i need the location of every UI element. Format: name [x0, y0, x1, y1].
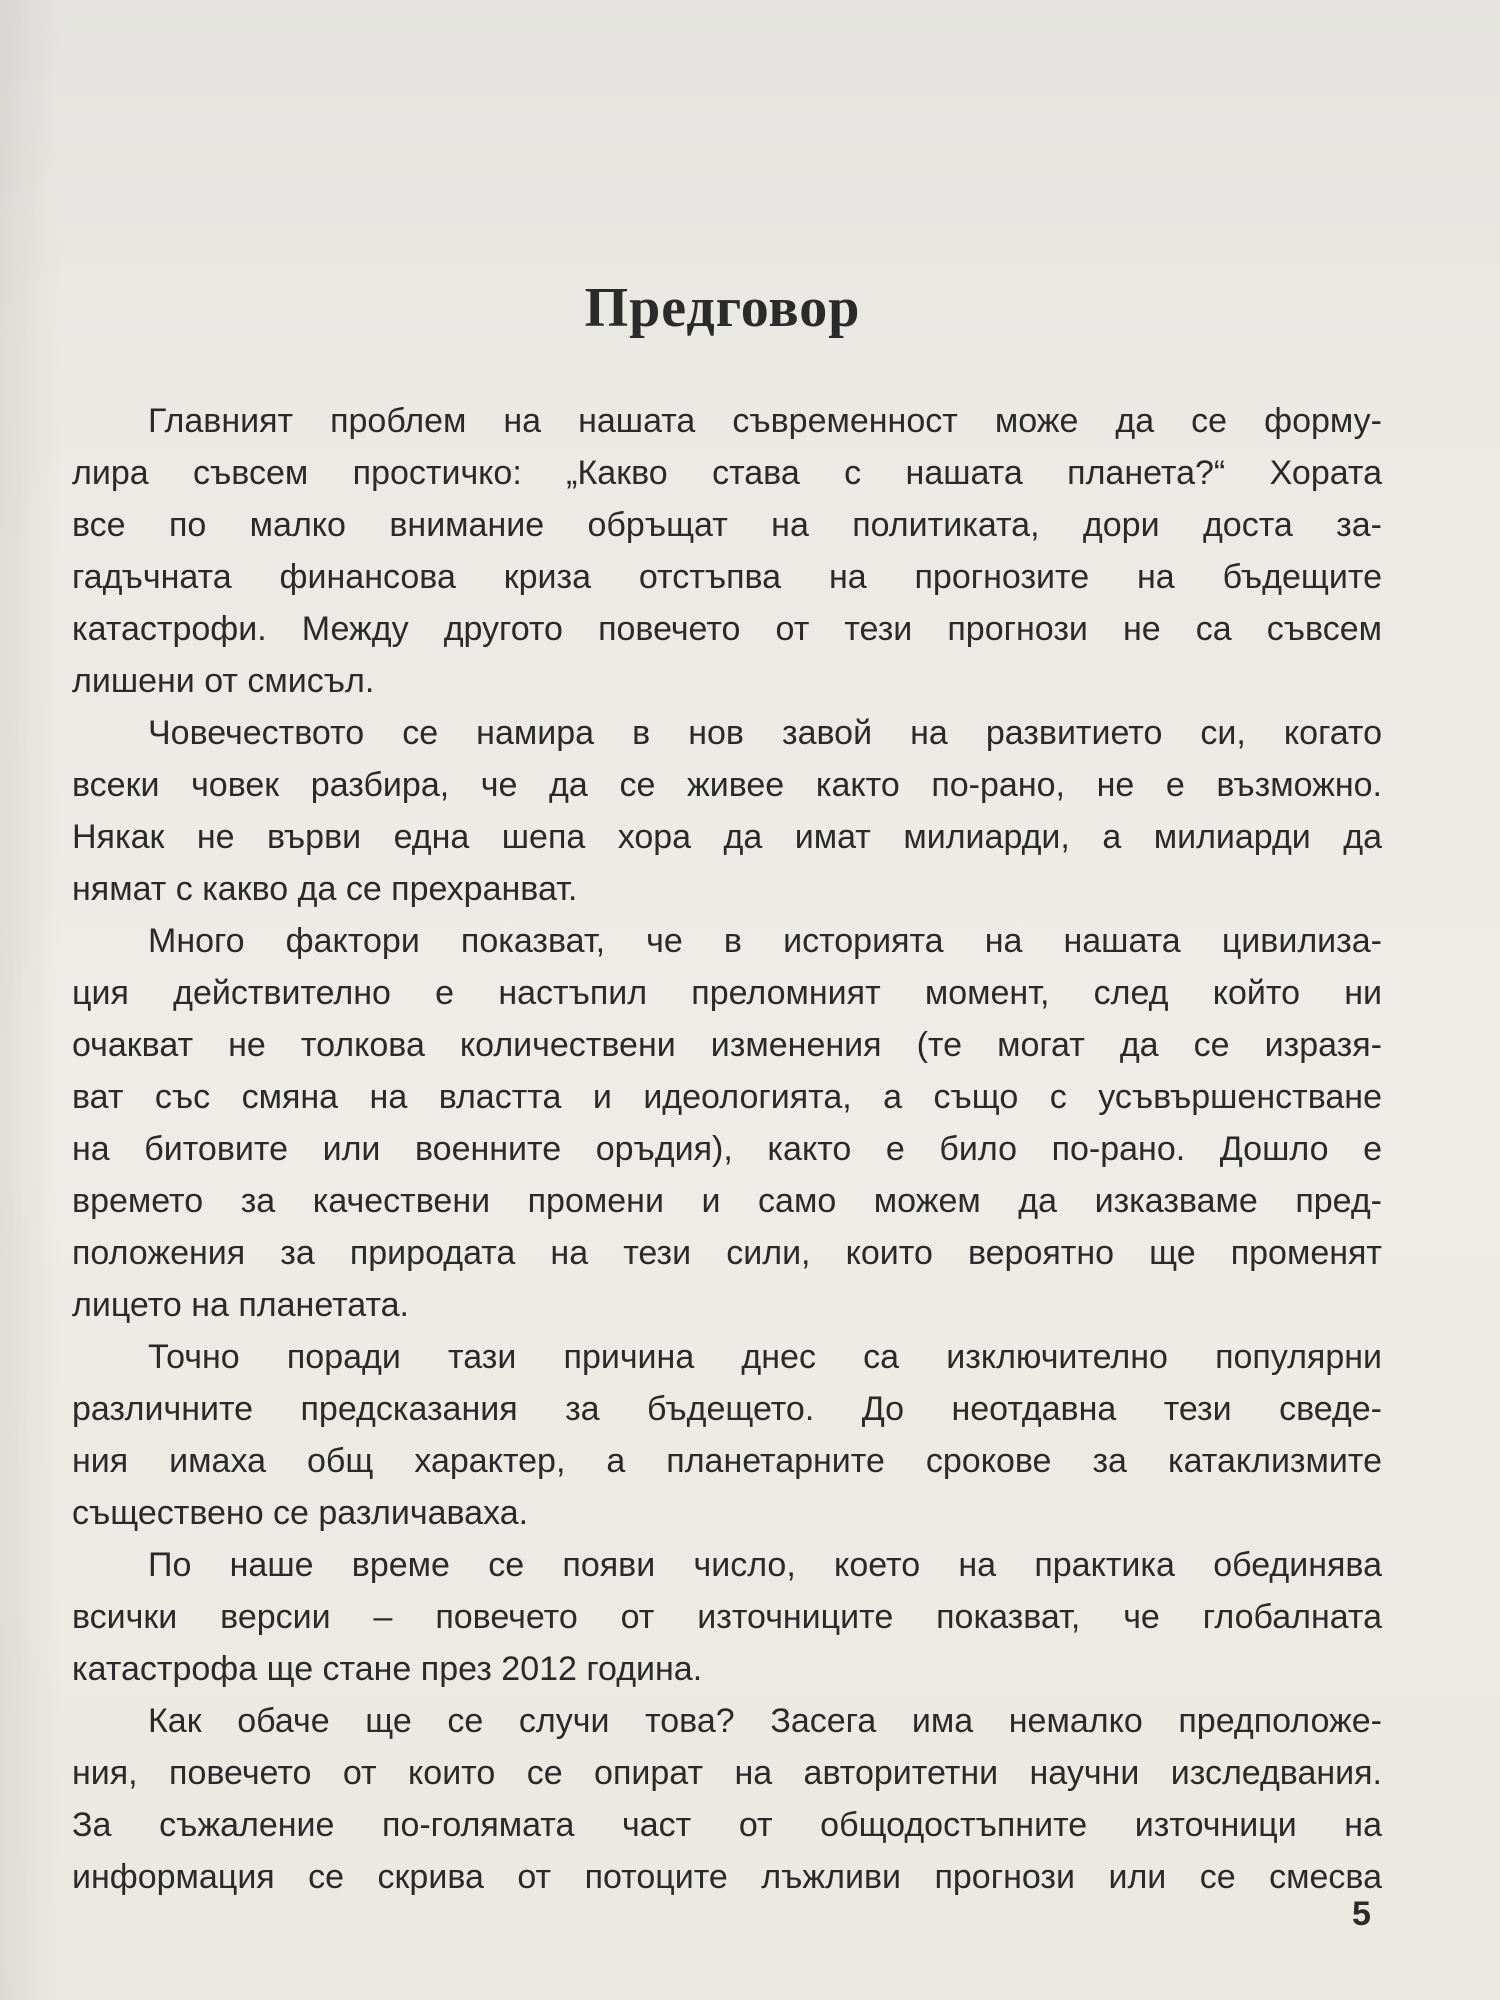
text-line: все по малко внимание обръщат на политиката, дори доста за-	[72, 506, 1382, 544]
text-line: ват със смяна на властта и идеологията, а също с усъвършенстване	[72, 1078, 1382, 1116]
page-number: 5	[1352, 1895, 1371, 1933]
text-line: лицето на планетата.	[72, 1286, 409, 1324]
text-line: Как обаче ще се случи това? Засега има немалко предположе-	[148, 1702, 1382, 1740]
text-line: всеки човек разбира, че да се живее както по-рано, не е възможно.	[72, 766, 1382, 804]
text-line: ция действително е настъпил преломният момент, след който ни	[72, 974, 1382, 1012]
text-line: нямат с какво да се прехранват.	[72, 870, 578, 908]
text-line: ния имаха общ характер, а планетарните срокове за катаклизмите	[72, 1442, 1382, 1480]
text-line: По наше време се появи число, което на практика обединява	[148, 1546, 1382, 1584]
text-line: гадъчната финансова криза отстъпва на прогнозите на бъдещите	[72, 558, 1382, 596]
text-line: ния, повечето от които се опират на авторитетни научни изследвания.	[72, 1754, 1382, 1792]
text-line: информация се скрива от потоците лъжливи прогнози или се смесва	[72, 1858, 1382, 1896]
text-line: лишени от смисъл.	[72, 662, 375, 700]
text-line: положения за природата на тези сили, които вероятно ще променят	[72, 1234, 1382, 1272]
text-line: Точно поради тази причина днес са изключително популярни	[148, 1338, 1382, 1376]
text-line: катастрофа ще стане през 2012 година.	[72, 1650, 703, 1688]
text-line: времето за качествени промени и само можем да изказваме пред-	[72, 1182, 1382, 1220]
text-line: очакват не толкова количествени изменения (те могат да се изразя-	[72, 1026, 1382, 1064]
text-line: всички версии – повечето от източниците показват, че глобалната	[72, 1598, 1382, 1636]
text-line: лира съвсем простичко: „Какво става с нашата планета?“ Хората	[72, 454, 1382, 492]
text-line: катастрофи. Между другото повечето от тези прогнози не са съвсем	[72, 610, 1382, 648]
text-line: Главният проблем на нашата съвременност може да се форму-	[148, 402, 1382, 440]
text-line: За съжаление по-голямата част от общодостъпните източници на	[72, 1806, 1382, 1844]
text-line: Много фактори показват, че в историята на нашата цивилиза-	[148, 922, 1382, 960]
text-line: различните предсказания за бъдещето. До неотдавна тези сведе-	[72, 1390, 1382, 1428]
text-line: Човечеството се намира в нов завой на развитието си, когато	[148, 714, 1382, 752]
chapter-title: Предговор	[584, 277, 861, 339]
text-line: Някак не върви една шепа хора да имат милиарди, а милиарди да	[72, 818, 1382, 856]
text-line: на битовите или военните оръдия), както е било по-рано. Дошло е	[72, 1130, 1382, 1168]
body-text	[72, 395, 1382, 1903]
text-line: съществено се различаваха.	[72, 1494, 529, 1532]
